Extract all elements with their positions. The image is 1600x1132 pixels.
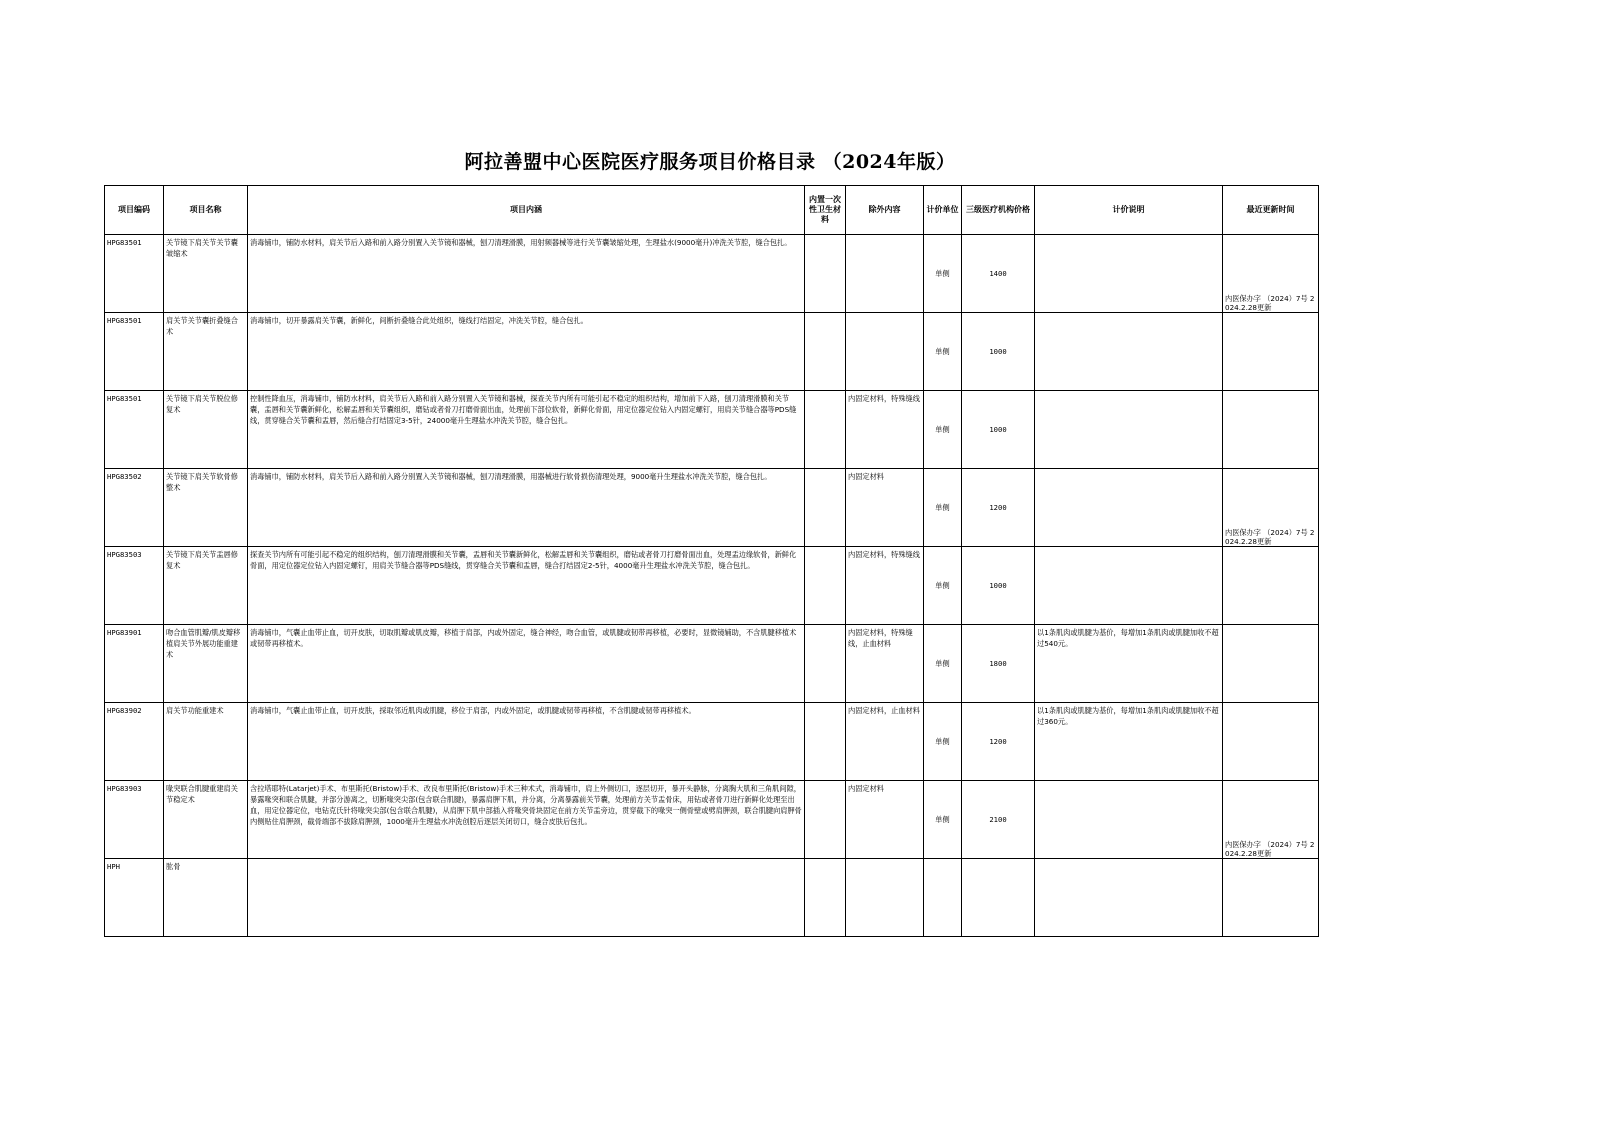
cell-consumable bbox=[805, 859, 846, 937]
cell-content: 探查关节内所有可能引起不稳定的组织结构，刨刀清理滑膜和关节囊，盂唇和关节囊新鲜化，松解盂唇和关节囊组织，磨钻或者骨刀打磨骨面出血，处理盂边缘软骨，新鲜化骨面，用定位器定位钻入内固定螺钉，用肩关节缝合器等PDS缝线，贯穿缝合关节囊和盂唇，缝合打结固定2-5针，4000毫升生理盐水冲洗关节腔，缝合包扎。 bbox=[248, 547, 805, 625]
table-row bbox=[105, 547, 1319, 625]
cell-price: 1000 bbox=[962, 313, 1035, 391]
col-header-content: 项目内涵 bbox=[248, 186, 805, 235]
cell-consumable bbox=[805, 313, 846, 391]
cell-content: 消毒铺巾，铺防水材料，肩关节后入路和前入路分别置入关节镜和器械，刨刀清理滑膜，用器械进行软骨损伤清理处理，9000毫升生理盐水冲洗关节腔，缝合包扎。 bbox=[248, 469, 805, 547]
cell-unit: 单侧 bbox=[924, 781, 962, 859]
cell-name: 肩关节关节囊折叠缝合术 bbox=[164, 313, 248, 391]
cell-consumable bbox=[805, 781, 846, 859]
cell-updated bbox=[1223, 391, 1319, 469]
table-row bbox=[105, 781, 1319, 859]
cell-name: 关节镜下肩关节脱位修复术 bbox=[164, 391, 248, 469]
cell-code: HPG83502 bbox=[105, 469, 164, 547]
cell-content: 控制性降血压，消毒铺巾，铺防水材料，肩关节后入路和前入路分别置入关节镜和器械，探查关节内所有可能引起不稳定的组织结构，增加前下入路，刨刀清理滑膜和关节囊，盂唇和关节囊新鲜化，松解盂唇和关节囊组织，磨钻或者骨刀打磨骨面出血，处理前下部位软骨，新鲜化骨面，用定位器定位钻入内固定螺钉，用肩关节缝合器等PDS缝线，贯穿缝合关节囊和盂唇，然后缝合打结固定3-5针，24000毫升生理盐水冲洗关节腔，缝合包扎。 bbox=[248, 391, 805, 469]
cell-note bbox=[1035, 235, 1223, 313]
cell-code: HPG83501 bbox=[105, 313, 164, 391]
cell-excluded: 内固定材料 bbox=[846, 781, 924, 859]
cell-consumable bbox=[805, 547, 846, 625]
cell-updated: 内医保办字 （2024）7号 2024.2.28更新 bbox=[1223, 469, 1319, 547]
document-title: 阿拉善盟中心医院医疗服务项目价格目录 （2024年版） bbox=[464, 151, 956, 173]
cell-price: 1800 bbox=[962, 625, 1035, 703]
price-table bbox=[104, 185, 1319, 937]
cell-unit: 单侧 bbox=[924, 625, 962, 703]
cell-price: 1000 bbox=[962, 547, 1035, 625]
table-row bbox=[105, 313, 1319, 391]
cell-consumable bbox=[805, 703, 846, 781]
cell-code: HPG83903 bbox=[105, 781, 164, 859]
col-header-consumable: 内置一次性卫生材料 bbox=[805, 186, 846, 235]
cell-excluded bbox=[846, 235, 924, 313]
cell-consumable bbox=[805, 469, 846, 547]
cell-price bbox=[962, 859, 1035, 937]
table-row bbox=[105, 469, 1319, 547]
cell-excluded: 内固定材料，特殊缝线，止血材料 bbox=[846, 625, 924, 703]
cell-name: 关节镜下肩关节盂唇修复术 bbox=[164, 547, 248, 625]
cell-updated: 内医保办字 （2024）7号 2024.2.28更新 bbox=[1223, 235, 1319, 313]
cell-unit: 单侧 bbox=[924, 391, 962, 469]
cell-unit: 单侧 bbox=[924, 703, 962, 781]
cell-code: HPH bbox=[105, 859, 164, 937]
cell-price: 1000 bbox=[962, 391, 1035, 469]
cell-price: 1400 bbox=[962, 235, 1035, 313]
cell-name: 吻合血管肌瓣/肌皮瓣移植肩关节外展功能重建术 bbox=[164, 625, 248, 703]
cell-code: HPG83901 bbox=[105, 625, 164, 703]
cell-content bbox=[248, 859, 805, 937]
cell-content: 消毒铺巾，气囊止血带止血，切开皮肤，切取肌瓣或肌皮瓣，移植于肩部，内或外固定，缝合神经，吻合血管，或肌腱或韧带再移植，必要时，显微镜辅助，不含肌腱移植术或韧带再移植术。 bbox=[248, 625, 805, 703]
cell-code: HPG83503 bbox=[105, 547, 164, 625]
cell-name: 肱骨 bbox=[164, 859, 248, 937]
cell-consumable bbox=[805, 235, 846, 313]
table-row bbox=[105, 625, 1319, 703]
table-row bbox=[105, 703, 1319, 781]
cell-note bbox=[1035, 469, 1223, 547]
col-header-note: 计价说明 bbox=[1035, 186, 1223, 235]
col-header-unit: 计价单位 bbox=[924, 186, 962, 235]
table-row bbox=[105, 391, 1319, 469]
cell-updated bbox=[1223, 313, 1319, 391]
cell-excluded: 内固定材料，止血材料 bbox=[846, 703, 924, 781]
col-header-name: 项目名称 bbox=[164, 186, 248, 235]
col-header-code: 项目编码 bbox=[105, 186, 164, 235]
cell-content: 消毒铺巾，切开暴露肩关节囊，新鲜化，间断折叠缝合此处组织，缝线打结固定，冲洗关节腔，缝合包扎。 bbox=[248, 313, 805, 391]
cell-updated: 内医保办字 （2024）7号 2024.2.28更新 bbox=[1223, 781, 1319, 859]
cell-note: 以1条肌肉或肌腱为基价，每增加1条肌肉或肌腱加收不超过360元。 bbox=[1035, 703, 1223, 781]
col-header-excluded: 除外内容 bbox=[846, 186, 924, 235]
col-header-updated: 最近更新时间 bbox=[1223, 186, 1319, 235]
cell-code: HPG83501 bbox=[105, 391, 164, 469]
cell-updated bbox=[1223, 547, 1319, 625]
cell-excluded bbox=[846, 313, 924, 391]
cell-code: HPG83501 bbox=[105, 235, 164, 313]
cell-excluded bbox=[846, 859, 924, 937]
cell-note: 以1条肌肉或肌腱为基价，每增加1条肌肉或肌腱加收不超过540元。 bbox=[1035, 625, 1223, 703]
cell-excluded: 内固定材料，特殊缝线 bbox=[846, 547, 924, 625]
cell-unit bbox=[924, 859, 962, 937]
cell-name: 关节镜下肩关节关节囊皱缩术 bbox=[164, 235, 248, 313]
cell-unit: 单侧 bbox=[924, 313, 962, 391]
cell-price: 1200 bbox=[962, 469, 1035, 547]
table-row bbox=[105, 235, 1319, 313]
cell-excluded: 内固定材料，特殊缝线 bbox=[846, 391, 924, 469]
cell-content: 消毒铺巾，铺防水材料，肩关节后入路和前入路分别置入关节镜和器械，刨刀清理滑膜，用射频器械等进行关节囊皱缩处理，生理盐水(9000毫升)冲洗关节腔，缝合包扎。 bbox=[248, 235, 805, 313]
cell-consumable bbox=[805, 625, 846, 703]
cell-note bbox=[1035, 859, 1223, 937]
cell-updated bbox=[1223, 859, 1319, 937]
cell-content: 含拉塔耶特(Latarjet)手术、布里斯托(Bristow)手术、改良布里斯托(Bristow)手术三种术式，消毒铺巾，肩上外侧切口，逐层切开，暴开头静脉，分离胸大肌和三角肌间隙，暴露喙突和联合肌腱，并部分游离之，切断喙突尖部(包含联合肌腱)，暴露肩胛下肌，并分离，分离暴露前关节囊，处理前方关节盂骨床，用钻或者骨刀进行新鲜化处理至出血，用定位器定位，电钻克氏针将喙突尖部(包含联合肌腱)，从肩胛下肌中部插入将喙突骨块固定在前方关节盂旁边，贯穿截下的喙突一侧骨壁或劈肩胛颈，联合肌腱向肩胛骨内侧贴住肩胛颈，截骨端部不拔除肩胛颈，1000毫升生理盐水冲洗创腔后逐层关闭切口，缝合皮肤后包扎。 bbox=[248, 781, 805, 859]
cell-unit: 单侧 bbox=[924, 235, 962, 313]
cell-updated bbox=[1223, 625, 1319, 703]
cell-price: 1200 bbox=[962, 703, 1035, 781]
cell-note bbox=[1035, 547, 1223, 625]
cell-note bbox=[1035, 391, 1223, 469]
cell-code: HPG83902 bbox=[105, 703, 164, 781]
cell-note bbox=[1035, 313, 1223, 391]
cell-name: 关节镜下肩关节软骨修整术 bbox=[164, 469, 248, 547]
cell-unit: 单侧 bbox=[924, 547, 962, 625]
cell-name: 喙突联合肌腱重建肩关节稳定术 bbox=[164, 781, 248, 859]
table-header-row bbox=[105, 186, 1319, 235]
cell-price: 2100 bbox=[962, 781, 1035, 859]
cell-content: 消毒铺巾，气囊止血带止血，切开皮肤，採取邻近肌肉或肌腱，移位于肩部，内或外固定，或肌腱或韧带再移植，不含肌腱或韧带再移植术。 bbox=[248, 703, 805, 781]
cell-unit: 单侧 bbox=[924, 469, 962, 547]
cell-updated bbox=[1223, 703, 1319, 781]
cell-consumable bbox=[805, 391, 846, 469]
col-header-price: 三级医疗机构价格 bbox=[962, 186, 1035, 235]
cell-name: 肩关节功能重建术 bbox=[164, 703, 248, 781]
cell-excluded: 内固定材料 bbox=[846, 469, 924, 547]
cell-note bbox=[1035, 781, 1223, 859]
table-row bbox=[105, 859, 1319, 937]
